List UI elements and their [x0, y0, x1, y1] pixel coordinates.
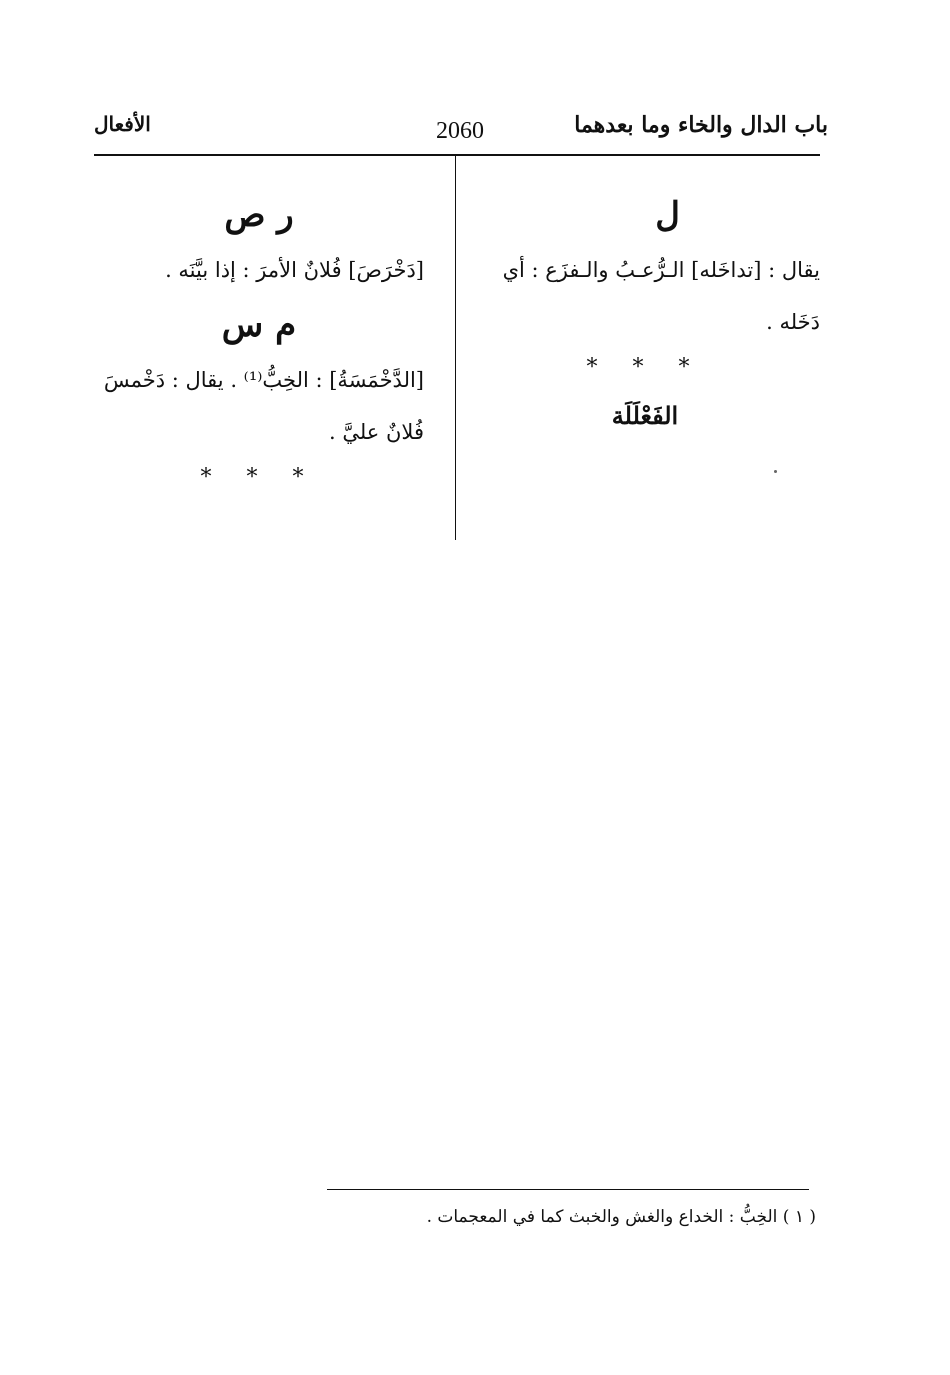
page-number: 2060 — [436, 118, 484, 144]
section-separator-left: * * * — [200, 465, 318, 490]
entry-tadakhala: يقال : [تداخَله] الـرُّعـبُ والـفزَع : أي دَخَله . — [502, 258, 820, 334]
stray-mark — [774, 470, 777, 473]
entry-dakhrasa: [دَخْرَصَ] فُلانٌ الأمرَ : إذا بيَّنَه . — [165, 258, 424, 282]
subheading-faalala: الفَعْلَلَة — [611, 401, 679, 430]
footnote-rule — [327, 1189, 809, 1190]
section-separator-right: * * * — [586, 355, 704, 380]
column-divider — [455, 155, 456, 540]
left-column — [94, 186, 424, 498]
right-column — [470, 186, 820, 444]
root-heading-mim-sin: م س — [221, 305, 297, 345]
root-heading-right: ل — [655, 195, 680, 235]
root-heading-ra-sad: ر ص — [224, 195, 294, 235]
section-title: الأفعال — [94, 112, 151, 136]
entry-dakhmasa: [الدَّخْمَسَةُ] : الخِبُّ⁽¹⁾ . يقال : دَخْمسَ فُلانٌ عليَّ . — [103, 368, 424, 444]
footnote: ( ١ ) الخِبُّ : الخداع والغش والخبث كما في المعجمات . — [426, 1207, 816, 1227]
header-rule — [94, 154, 820, 156]
chapter-title: باب الدال والخاء وما بعدهما — [574, 112, 828, 138]
